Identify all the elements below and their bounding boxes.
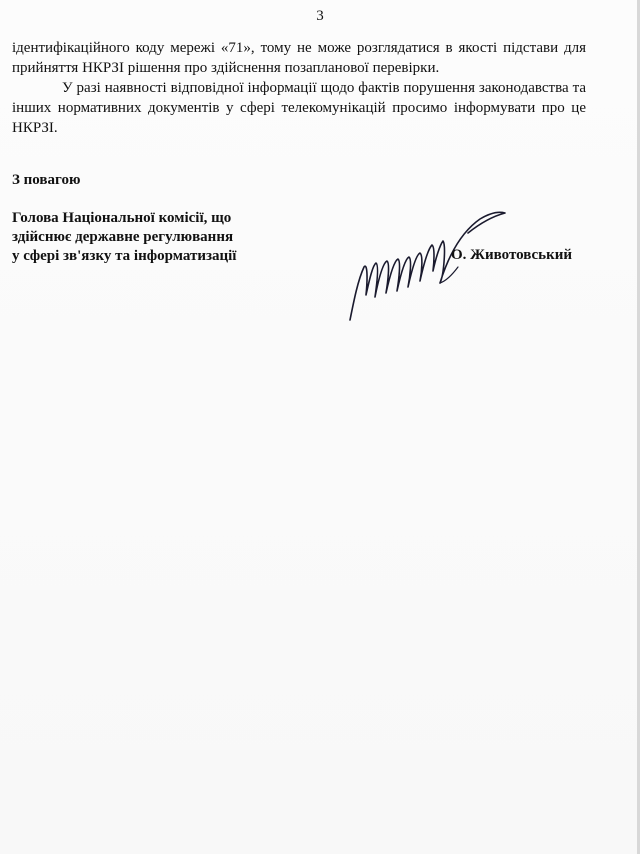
signatory-title-line: Голова Національної комісії, що bbox=[12, 210, 232, 226]
signatory-title bbox=[12, 209, 292, 266]
signatory-title-line: у сфері зв'язку та інформатизації bbox=[12, 248, 237, 264]
signature-stroke bbox=[350, 212, 505, 320]
closing-phrase: З повагою bbox=[12, 172, 81, 188]
signatory-title-line: здійснює державне регулювання bbox=[12, 229, 234, 245]
paragraph-network-code: ідентифікаційного коду мережі «71», тому не може розглядатися в якості підстави для прийняття НКРЗІ рішення про здійснення позапланової перевірки. bbox=[12, 40, 586, 76]
handwritten-signature bbox=[340, 205, 515, 330]
paragraph-request-info: У разі наявності відповідної інформації щодо фактів порушення законодавства та інших нормативних документів у сфері телекомунікацій просимо інформувати про це НКРЗІ. bbox=[12, 80, 586, 136]
signatory-name: О. Животовський bbox=[451, 247, 573, 263]
page-number: 3 bbox=[316, 8, 324, 24]
